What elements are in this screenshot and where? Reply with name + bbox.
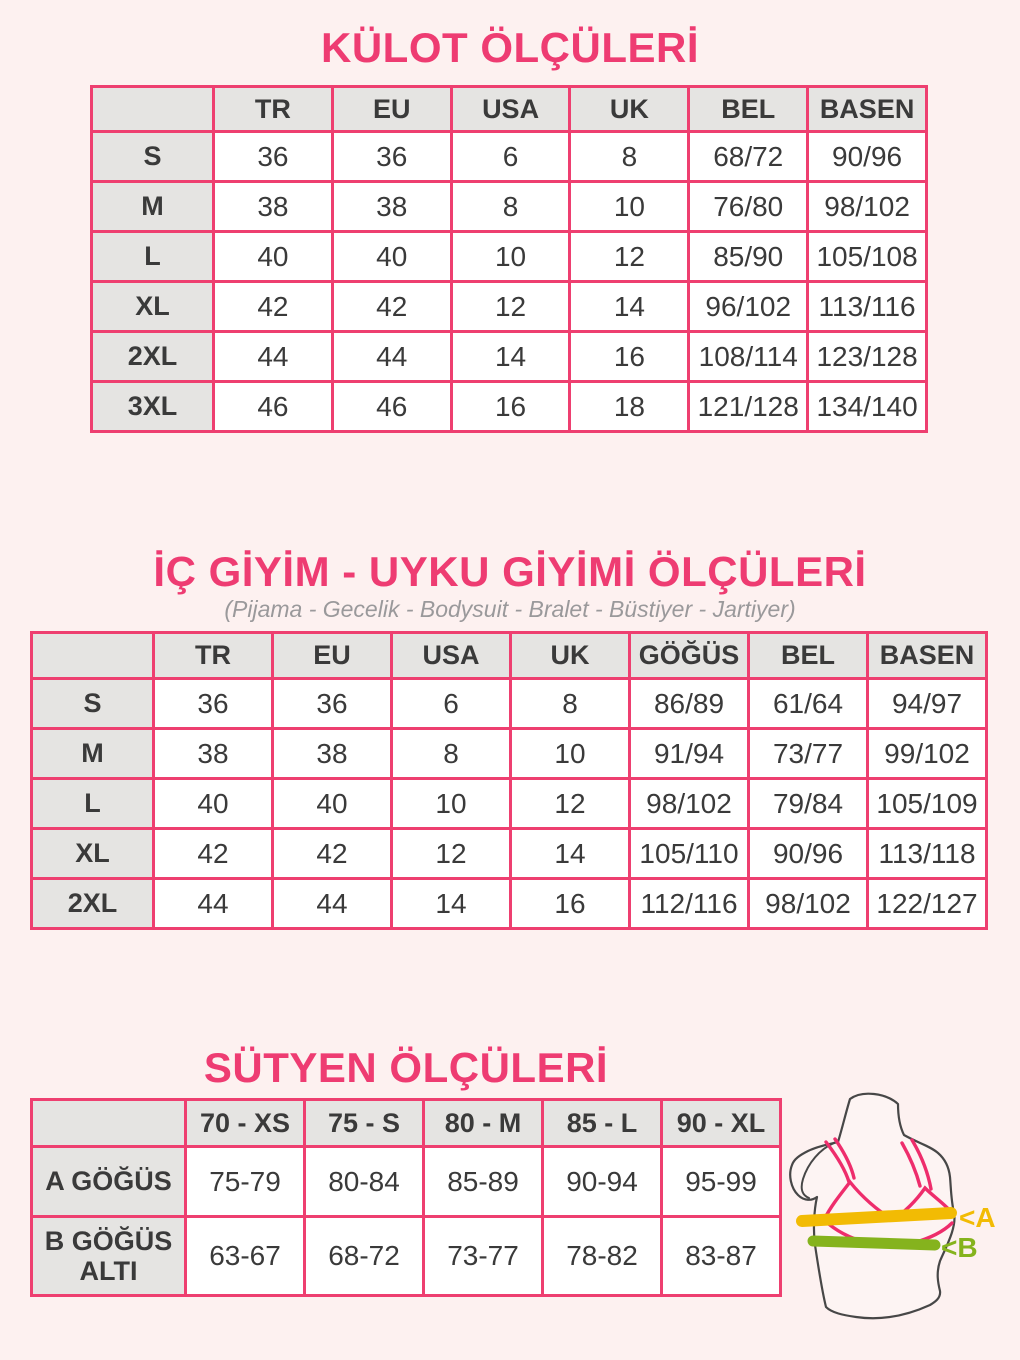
table-row [92,132,927,182]
size-cell: 90-94 [543,1147,662,1217]
size-cell: 96/102 [689,282,808,332]
size-cell: 8 [570,132,689,182]
size-cell: 38 [214,182,333,232]
size-cell: 108/114 [689,332,808,382]
column-header: UK [511,633,630,679]
band-b-label: <B [941,1232,978,1263]
sutyen-section-title: SÜTYEN ÖLÇÜLERİ [203,1044,609,1091]
size-cell: 10 [451,232,570,282]
bra-measurement-illustration [788,1085,1018,1360]
size-cell: 16 [511,879,630,929]
underbust-measure-band-b [813,1241,935,1245]
size-cell: 134/140 [808,382,927,432]
size-cell: 42 [273,829,392,879]
row-header: S [92,132,214,182]
size-cell: 10 [511,729,630,779]
table-row [32,729,987,779]
size-cell: 90/96 [749,829,868,879]
size-cell: 38 [154,729,273,779]
size-cell: 75-79 [186,1147,305,1217]
kulot-size-table [90,85,928,433]
size-cell: 80-84 [305,1147,424,1217]
size-cell: 42 [154,829,273,879]
header-row [92,87,927,132]
size-cell: 113/118 [868,829,987,879]
column-header: USA [392,633,511,679]
row-header: XL [32,829,154,879]
size-cell: 10 [392,779,511,829]
size-cell: 46 [332,382,451,432]
row-header: L [92,232,214,282]
row-header: A GÖĞÜS [32,1147,186,1217]
row-header: 3XL [92,382,214,432]
size-cell: 98/102 [630,779,749,829]
size-cell: 73/77 [749,729,868,779]
size-cell: 73-77 [424,1217,543,1296]
table-row [32,679,987,729]
size-cell: 85/90 [689,232,808,282]
icgiyim-section-title: İÇ GİYİM - UYKU GİYİMİ ÖLÇÜLERİ [153,548,867,595]
size-cell: 76/80 [689,182,808,232]
size-cell: 79/84 [749,779,868,829]
size-cell: 98/102 [749,879,868,929]
size-cell: 46 [214,382,333,432]
column-header: 85 - L [543,1100,662,1147]
table-row [92,182,927,232]
size-cell: 83-87 [662,1217,781,1296]
column-header: EU [273,633,392,679]
size-cell: 36 [332,132,451,182]
icgiyim-size-table [30,631,988,930]
size-cell: 63-67 [186,1217,305,1296]
corner-cell [92,87,214,132]
size-cell: 40 [332,232,451,282]
table-row [32,879,987,929]
size-cell: 91/94 [630,729,749,779]
size-cell: 36 [214,132,333,182]
size-cell: 42 [332,282,451,332]
size-cell: 94/97 [868,679,987,729]
size-cell: 38 [332,182,451,232]
size-cell: 44 [273,879,392,929]
size-cell: 14 [511,829,630,879]
table-row [32,779,987,829]
table-row [92,332,927,382]
header-row [32,1100,781,1147]
size-cell: 18 [570,382,689,432]
row-header: B GÖĞÜS ALTI [32,1217,186,1296]
column-header: 80 - M [424,1100,543,1147]
size-cell: 86/89 [630,679,749,729]
size-cell: 16 [451,382,570,432]
row-header: M [92,182,214,232]
table-row [92,282,927,332]
size-cell: 98/102 [808,182,927,232]
sutyen-size-table [30,1098,782,1297]
size-cell: 44 [332,332,451,382]
column-header: BASEN [868,633,987,679]
column-header: USA [451,87,570,132]
size-cell: 14 [570,282,689,332]
size-cell: 36 [154,679,273,729]
size-cell: 90/96 [808,132,927,182]
row-header: L [32,779,154,829]
size-cell: 105/110 [630,829,749,879]
size-cell: 12 [570,232,689,282]
bust-measure-band-a [802,1213,951,1221]
size-cell: 122/127 [868,879,987,929]
corner-cell [32,1100,186,1147]
size-cell: 42 [214,282,333,332]
row-header: M [32,729,154,779]
size-cell: 14 [392,879,511,929]
size-cell: 16 [570,332,689,382]
size-cell: 40 [273,779,392,829]
column-header: 90 - XL [662,1100,781,1147]
size-cell: 78-82 [543,1217,662,1296]
table-row [32,829,987,879]
band-a-label: <A [959,1202,996,1233]
column-header: BEL [749,633,868,679]
column-header: 70 - XS [186,1100,305,1147]
column-header: BEL [689,87,808,132]
size-cell: 36 [273,679,392,729]
size-cell: 12 [451,282,570,332]
size-cell: 95-99 [662,1147,781,1217]
column-header: EU [332,87,451,132]
table-row [32,1147,781,1217]
table-row [92,382,927,432]
size-cell: 99/102 [868,729,987,779]
size-cell: 68/72 [689,132,808,182]
size-cell: 10 [570,182,689,232]
size-cell: 61/64 [749,679,868,729]
size-cell: 68-72 [305,1217,424,1296]
column-header: TR [154,633,273,679]
size-cell: 105/108 [808,232,927,282]
size-cell: 123/128 [808,332,927,382]
column-header: BASEN [808,87,927,132]
icgiyim-section-subtitle: (Pijama - Gecelik - Bodysuit - Bralet - Büstiyer - Jartiyer) [224,596,796,622]
row-header: S [32,679,154,729]
size-cell: 8 [392,729,511,779]
size-cell: 105/109 [868,779,987,829]
size-cell: 6 [392,679,511,729]
column-header: UK [570,87,689,132]
size-cell: 14 [451,332,570,382]
row-header: 2XL [32,879,154,929]
size-cell: 6 [451,132,570,182]
table-row [32,1217,781,1296]
size-cell: 44 [214,332,333,382]
size-cell: 38 [273,729,392,779]
size-cell: 12 [511,779,630,829]
kulot-section-title: KÜLOT ÖLÇÜLERİ [321,24,699,71]
size-cell: 8 [451,182,570,232]
size-cell: 121/128 [689,382,808,432]
size-cell: 8 [511,679,630,729]
corner-cell [32,633,154,679]
row-header: XL [92,282,214,332]
size-cell: 40 [154,779,273,829]
column-header: GÖĞÜS [630,633,749,679]
row-header: 2XL [92,332,214,382]
size-cell: 113/116 [808,282,927,332]
size-cell: 12 [392,829,511,879]
size-cell: 85-89 [424,1147,543,1217]
size-cell: 44 [154,879,273,929]
size-cell: 40 [214,232,333,282]
column-header: 75 - S [305,1100,424,1147]
column-header: TR [214,87,333,132]
size-cell: 112/116 [630,879,749,929]
table-row [92,232,927,282]
header-row [32,633,987,679]
